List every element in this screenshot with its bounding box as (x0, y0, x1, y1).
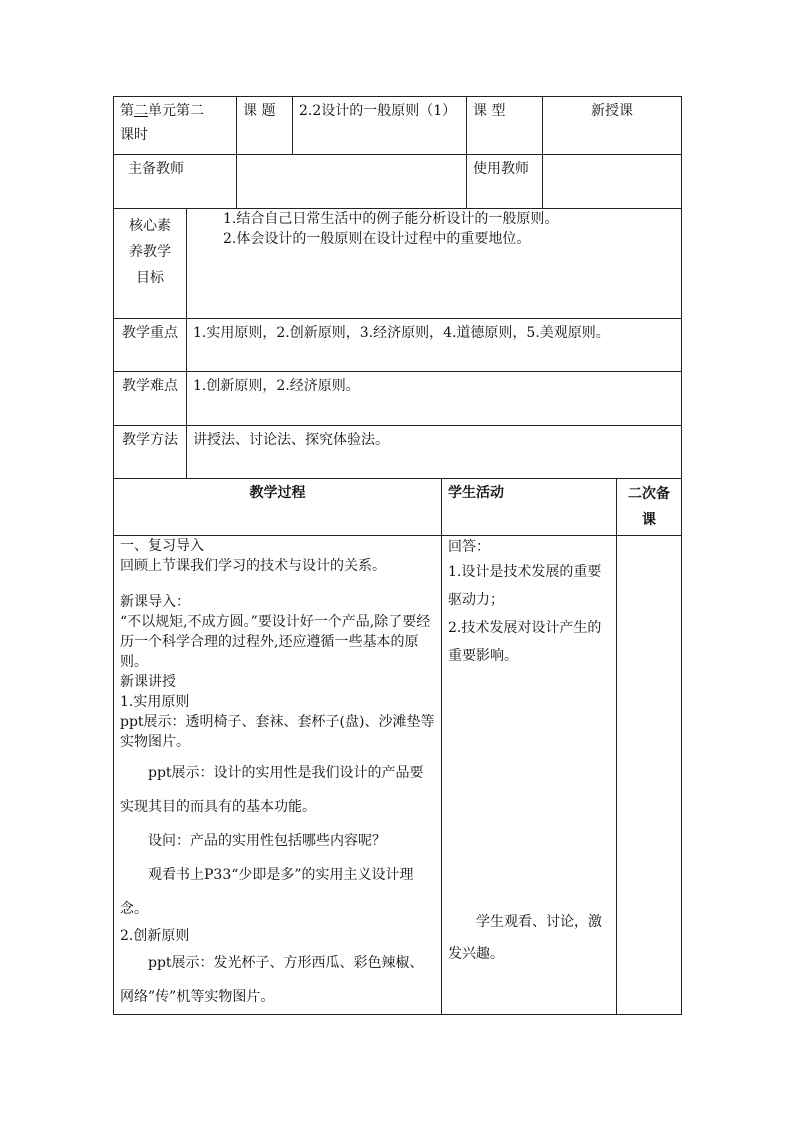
activity-content (442, 536, 617, 1015)
difficulties-label: 教学难点 (114, 372, 187, 426)
process-body-row (114, 536, 682, 1015)
unit-lesson-cell (114, 97, 237, 155)
review-text: 回顾上节课我们学习的技术与设计的关系。 (120, 558, 386, 574)
principle-1-ppt: ppt展示：透明椅子、套袜、套杯子(盘)、沙滩垫等实物图片。 (120, 714, 435, 750)
lesson-number: 二 (190, 103, 204, 119)
type-label: 课 型 (467, 97, 543, 155)
answer-1: 1.设计是技术发展的重要驱动力； (448, 564, 602, 608)
process-content (114, 536, 442, 1015)
key-points-row (114, 319, 682, 372)
principle-1-title: 1.实用原则 (120, 694, 190, 710)
second-prep-content (617, 536, 682, 1015)
difficulties-row (114, 372, 682, 426)
methods-value: 讲授法、讨论法、探究体验法。 (187, 426, 682, 479)
goal-line: 2.体会设计的一般原则在设计过程中的重要地位。 (223, 231, 531, 247)
teach-title: 新课讲授 (120, 674, 176, 690)
use-teacher-value (543, 155, 682, 209)
unit-mid: 单元第 (148, 103, 190, 119)
teacher-row (114, 155, 682, 209)
header-row (114, 97, 682, 155)
difficulties-value: 1.创新原则，2.经济原则。 (187, 372, 682, 426)
answer-title: 回答： (448, 539, 490, 555)
type-value: 新授课 (543, 97, 682, 155)
process-header-row (114, 479, 682, 536)
activity-header: 学生活动 (442, 479, 617, 536)
process-header: 教学过程 (114, 479, 442, 536)
goal-line: 1.结合自己日常生活中的例子能分析设计的一般原则。 (223, 211, 559, 227)
goals-table (113, 208, 682, 479)
unit-post: 课时 (120, 127, 148, 143)
principle-1-ppt-2: ppt展示：设计的实用性是我们设计的产品要实现其目的而具有的基本功能。 (120, 765, 424, 815)
unit-number: 二 (134, 103, 148, 119)
principle-2-title: 2.创新原则 (120, 928, 190, 944)
principle-1-question: 设问：产品的实用性包括哪些内容呢？ (148, 833, 386, 849)
topic-value: 2.2设计的一般原则（1） (293, 97, 467, 155)
goals-label: 核心素养教学目标 (114, 209, 187, 319)
topic-label: 课 题 (237, 97, 293, 155)
methods-label: 教学方法 (114, 426, 187, 479)
student-watch: 学生观看、讨论，激发兴趣。 (448, 914, 602, 962)
second-prep-header: 二次备课 (617, 479, 682, 536)
key-points-label: 教学重点 (114, 319, 187, 372)
unit-pre: 第 (120, 103, 134, 119)
principle-2-ppt: ppt展示：发光杯子、方形西瓜、彩色辣椒、网络”传”机等实物图片。 (120, 955, 424, 1005)
review-title: 一、复习导入 (120, 538, 204, 554)
goals-row (114, 209, 682, 319)
intro-title: 新课导入： (120, 594, 190, 610)
methods-row (114, 426, 682, 479)
lesson-info-table (113, 96, 682, 209)
answer-2: 2.技术发展对设计产生的重要影响。 (448, 620, 602, 664)
principle-1-watch: 观看书上P33“少即是多”的实用主义设计理念。 (120, 867, 414, 917)
key-points-value: 1.实用原则，2.创新原则，3.经济原则，4.道德原则，5.美观原则。 (187, 319, 682, 372)
process-table (113, 478, 682, 1015)
main-teacher-value (237, 155, 467, 209)
main-teacher-label: 主备教师 (114, 155, 237, 209)
intro-text: “不以规矩,不成方圆。”要设计好一个产品,除了要经历一个科学合理的过程外,还应遵循一些基本的原则。 (120, 614, 431, 670)
goals-content (187, 209, 682, 319)
use-teacher-label: 使用教师 (467, 155, 543, 209)
